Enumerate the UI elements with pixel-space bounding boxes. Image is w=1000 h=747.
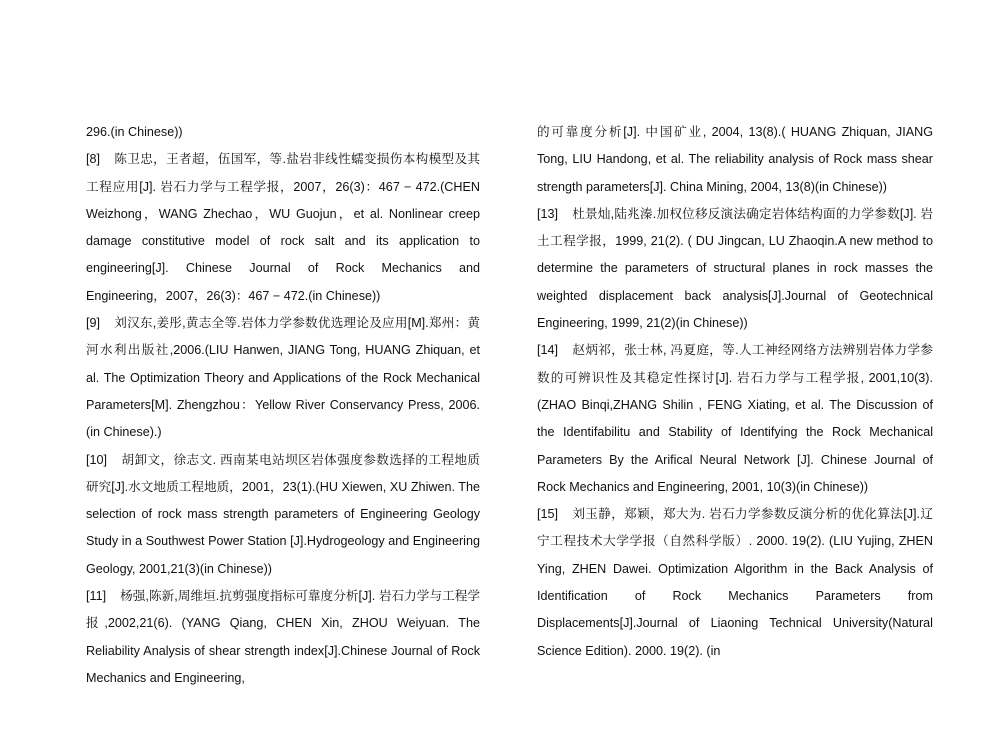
reference-text: 赵炳祁，张士林, 冯夏庭，等.人工神经网络方法辨别岩体力学参数的可辨识性及其稳定性探讨[J]. 岩石力学与工程学报, 2001,10(3). (ZHAO Binqi,ZHANG Shilin , FENG Xiating, et al. The Discussion of the Identifabilitu and Stability of Identifying the Rock Mechanical Parameters By the Arifical Neural Network [J]. Chinese Journal of Rock Mechanics and Engineering, 2001, 10(3)(in Chinese)): [537, 343, 933, 494]
reference-number: [14]: [537, 343, 559, 358]
reference-number: [15]: [537, 507, 559, 522]
reference-text: 296.(in Chinese)): [86, 125, 183, 139]
right-reference-column: [537, 119, 933, 665]
reference-text: 杨强,陈新,周维垣.抗剪强度指标可靠度分析[J]. 岩石力学与工程学报,2002,21(6). (YANG Qiang, CHEN Xin, ZHOU Weiyuan. The Reliability Analysis of shear strength index[J].Chinese Journal of Rock Mechanics and Engineering,: [86, 589, 480, 685]
left-reference-column: [86, 119, 480, 692]
reference-text: 刘玉静，郑颖，郑大为. 岩石力学参数反演分析的优化算法[J].辽宁工程技术大学学报（自然科学版）. 2000. 19(2). (LIU Yujing, ZHEN Ying, ZHEN Dawei. Optimization Algorithm in the Back Analysis of Identification of Rock Mechanics Parameters from Displacements[J].Journal of Liaoning Technical University(Natural Science Edition). 2000. 19(2). (in: [537, 507, 933, 658]
reference-text: 的可靠度分析[J]. 中国矿业, 2004, 13(8).( HUANG Zhiquan, JIANG Tong, LIU Handong, et al. The reliability analysis of Rock mass shear strength parameters[J]. China Mining, 2004, 13(8)(in Chinese)): [537, 125, 933, 194]
reference-item: [537, 201, 933, 337]
reference-number: [13]: [537, 206, 559, 221]
reference-number: [9]: [86, 316, 101, 331]
reference-item: [86, 447, 480, 583]
reference-item: [86, 310, 480, 446]
reference-number: [8]: [86, 152, 101, 167]
reference-text: 陈卫忠，王者超，伍国军，等.盐岩非线性蠕变损伤本构模型及其工程应用[J]. 岩石力学与工程学报，2007，26(3)：467 − 472.(CHEN Weizhong，WANG Zhechao，WU Guojun，et al. Nonlinear creep damage constitutive model of rock salt and its application to engineering[J]. Chinese Journal of Rock Mechanics and Engineering，2007，26(3)：467 − 472.(in Chinese)): [86, 152, 480, 303]
reference-text: 杜景灿,陆兆溱.加权位移反演法确定岩体结构面的力学参数[J]. 岩土工程学报，1999, 21(2). ( DU Jingcan, LU Zhaoqin.A new method to determine the parameters of structural planes in rock masses the weighted displacement back analysis[J].Journal of Geotechnical Engineering, 1999, 21(2)(in Chinese)): [537, 206, 933, 331]
reference-number: [11]: [86, 589, 107, 604]
reference-item: [537, 337, 933, 501]
reference-item: [537, 501, 933, 665]
reference-item: [86, 119, 480, 146]
reference-text: 胡卸文，徐志文. 西南某电站坝区岩体强度参数选择的工程地质研究[J].水文地质工程地质，2001，23(1).(HU Xiewen, XU Zhiwen. The selection of rock mass strength parameters of Engineering Geology Study in a Southwest Power Station [J].Hydrogeology and Engineering Geology, 2001,21(3)(in Chinese)): [86, 452, 480, 576]
reference-number: [10]: [86, 452, 108, 467]
reference-item: [86, 583, 480, 692]
reference-item: [86, 146, 480, 310]
reference-text: 刘汉东,姜彤,黄志全等.岩体力学参数优选理论及应用[M].郑州：黄河水利出版社,2006.(LIU Hanwen, JIANG Tong, HUANG Zhiquan, et al. The Optimization Theory and Applications of the Rock Mechanical Parameters[M]. Zhengzhou：Yellow River Conservancy Press, 2006.(in Chinese).): [86, 316, 480, 440]
reference-item: [537, 119, 933, 201]
